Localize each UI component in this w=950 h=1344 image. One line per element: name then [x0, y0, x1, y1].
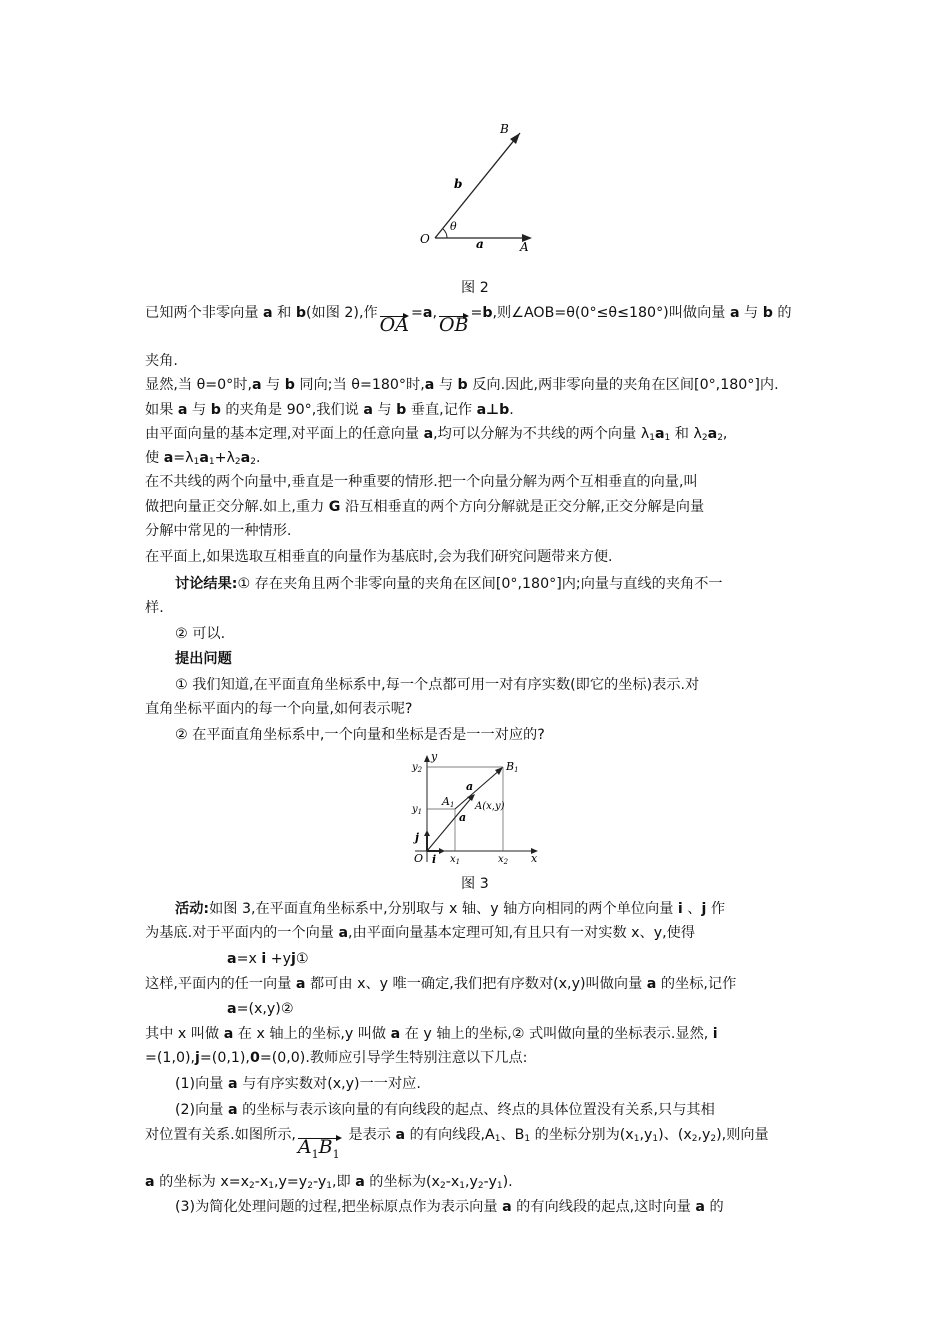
label-y1-sub: 1 [417, 808, 423, 816]
text: (2)向量 [175, 1102, 228, 1118]
subscript: 2 [701, 433, 708, 443]
text: 与 [739, 305, 763, 321]
text: 反向.因此,两非零向量的夹角在区间[0°,180°]内. [467, 377, 779, 393]
subscript: 1 [193, 457, 200, 467]
point-3 [175, 1197, 840, 1217]
text: (如图 2),作 [305, 305, 378, 321]
label-theta: θ [450, 220, 457, 233]
bold-a: a [695, 1199, 705, 1215]
text: ),则向量 [716, 1127, 769, 1143]
bold-i: i [677, 901, 683, 917]
text: 的夹角是 90°,我们说 [220, 402, 364, 418]
bold-b: b [396, 402, 407, 418]
bold-a: a [177, 402, 188, 418]
subscript: 2 [691, 1134, 698, 1144]
label-A: A [520, 240, 529, 254]
label-a-upper: a [466, 780, 474, 793]
bold-a: a [199, 450, 209, 466]
text: 如图 3,在平面直角坐标系中,分别取与 x 轴、y 轴方向相同的两个单位向量 [209, 901, 678, 917]
text: 的有向线段的起点,这时向量 [511, 1199, 696, 1215]
label-y2-sub: 2 [417, 766, 423, 774]
text-line-9: 分解中常见的一种情形. [145, 523, 292, 539]
y-axis-arrowhead [424, 755, 430, 762]
text: 同向;当 θ=180°时, [294, 377, 425, 393]
text: =(0,1), [199, 1050, 250, 1066]
figure-3-caption: 图 3 [461, 876, 489, 892]
text: 都可由 x、y 唯一确定,我们把有序数对(x,y)叫做向量 [305, 976, 647, 992]
text-line-7: 在不共线的两个向量中,垂直是一种重要的情形.把一个向量分解为两个互相垂直的向量,叫 [145, 474, 698, 490]
label-x1-sub: 1 [455, 858, 461, 866]
subscript: 2 [710, 1134, 717, 1144]
point-2-line-2 [145, 1125, 810, 1165]
discussion-result-heading: 讨论结果: [175, 576, 238, 592]
label-B: B [500, 122, 509, 136]
text: ,y [464, 1174, 478, 1190]
text: = [410, 305, 423, 321]
text: = [470, 305, 483, 321]
text: 对位置有关系.如图所示, [145, 1127, 296, 1143]
text: -x [254, 1174, 269, 1190]
text: 使 [145, 450, 164, 466]
text: 做把向量正交分解.如上,重力 [145, 499, 329, 515]
subscript: 1 [524, 1134, 531, 1144]
vector-OA [378, 315, 411, 335]
vector-label: B [318, 1136, 333, 1158]
text: 和 λ [670, 426, 702, 442]
activity-line-5 [145, 1048, 810, 1068]
text: 与 [261, 377, 285, 393]
vector-arrow [380, 313, 409, 319]
subscript: 2 [234, 457, 241, 467]
text: 是表示 [343, 1127, 396, 1143]
bold-a: a [338, 925, 349, 941]
label-y2 [411, 762, 423, 774]
text: 的坐标为(x [364, 1174, 440, 1190]
activity-heading: 活动: [175, 901, 210, 917]
text: 如果 [145, 402, 178, 418]
text: 与 [372, 402, 397, 418]
text-line-12: 样. [145, 600, 164, 616]
subscript: 1 [494, 1134, 501, 1144]
text: -y [312, 1174, 327, 1190]
subscript: 1 [311, 1147, 319, 1161]
text: ,y=y [274, 1174, 308, 1190]
text-line-1 [145, 303, 810, 335]
bold-b: b [762, 305, 773, 321]
activity-line-4 [145, 1024, 810, 1044]
text-line-5 [145, 424, 810, 448]
label-A-xy: A(x,y) [475, 801, 505, 812]
label-B1 [505, 760, 519, 774]
label-x2 [498, 854, 509, 866]
subscript: 2 [717, 433, 723, 443]
figure-2-caption: 图 2 [461, 280, 489, 296]
text: +λ [214, 450, 235, 466]
subscript: 1 [496, 1181, 503, 1191]
bold-a: a [223, 1026, 234, 1042]
label-y-axis: y [431, 750, 438, 763]
bold-a: a [646, 976, 657, 992]
text: , [432, 305, 437, 321]
subscript: 2 [439, 1181, 446, 1191]
label-A1-main: A [442, 795, 450, 808]
text: (1)向量 [175, 1076, 228, 1092]
text: 为基底.对于平面内的一个向量 [145, 925, 339, 941]
bold-j: j [195, 1050, 200, 1066]
bold-a: a [363, 402, 373, 418]
activity-line-2 [145, 923, 810, 943]
label-x2-sub: 2 [503, 858, 509, 866]
text: . [255, 450, 261, 466]
subscript: 1 [459, 1181, 465, 1191]
subscript: 2 [250, 457, 256, 467]
text: -y [483, 1174, 497, 1190]
text-line-15: ① 我们知道,在平面直角坐标系中,每一个点都可用一对有序实数(即它的坐标)表示.对 [175, 677, 700, 693]
text: ). [502, 1174, 513, 1190]
point-2-line-3 [145, 1172, 810, 1196]
point-1 [175, 1074, 840, 1094]
text: 的 [705, 1199, 724, 1215]
subscript: 1 [664, 433, 671, 443]
activity-line-3 [145, 974, 810, 994]
text-line-3 [145, 375, 810, 395]
text: ,y [639, 1127, 653, 1143]
subscript: 1 [633, 1134, 640, 1144]
vector-label: A [297, 1136, 312, 1158]
bold-a: a [390, 1026, 401, 1042]
bold-a: a [424, 377, 435, 393]
vector-A1B1 [296, 1137, 344, 1165]
text: (3)为简化处理问题的过程,把坐标原点作为表示向量 [175, 1199, 503, 1215]
text: 、 [682, 901, 702, 917]
text: =(x,y)② [236, 1001, 294, 1017]
text-line-2: 夹角. [145, 353, 178, 369]
equation-2 [227, 999, 892, 1019]
vector-b-line [435, 133, 520, 238]
text: 的坐标与表示该向量的有向线段的起点、终点的具体位置没有关系,只与其相 [237, 1102, 715, 1118]
bold-G: G [328, 499, 341, 515]
bold-b: b [295, 305, 306, 321]
text: 的 [772, 305, 792, 321]
bold-zero: 0 [249, 1050, 260, 1066]
figure-3-coordinate-diagram [395, 750, 550, 868]
vector-OB [437, 315, 471, 335]
text: 、B [500, 1127, 525, 1143]
label-y1 [411, 804, 422, 816]
label-x2-main: x [498, 854, 504, 865]
equation-1 [227, 949, 892, 969]
label-i: i [432, 853, 437, 866]
text: 显然,当 θ=0°时, [145, 377, 252, 393]
vector-label: OB [438, 314, 469, 336]
bold-a: a [423, 426, 434, 442]
label-x1-main: x [450, 854, 456, 865]
label-B1-main: B [506, 760, 515, 773]
bold-a: a [422, 305, 433, 321]
bold-a: a [227, 1001, 237, 1017]
subscript: 1 [208, 457, 215, 467]
text: 的坐标分别为(x [530, 1127, 634, 1143]
text: =(1,0), [145, 1050, 196, 1066]
vector-arrow [439, 313, 469, 319]
text: 由平面向量的基本定理,对平面上的任意向量 [145, 426, 424, 442]
bold-j: j [701, 901, 707, 917]
bold-a: a [227, 951, 237, 967]
text: =(0,0).教师应引导学生特别注意以下几点: [259, 1050, 528, 1066]
text-line-13: ② 可以. [175, 626, 226, 642]
subscript: 1 [652, 1134, 659, 1144]
unit-vector-j-arrowhead [424, 830, 430, 836]
raise-question-heading: 提出问题 [175, 651, 232, 667]
bold-b: b [284, 377, 295, 393]
activity-line-1 [175, 899, 840, 919]
bold-j: j [291, 951, 296, 967]
bold-a: a [355, 1174, 365, 1190]
point-2 [175, 1100, 840, 1120]
angle-theta-arc [443, 229, 447, 238]
text: 这样,平面内的任一向量 [145, 976, 296, 992]
vector-b-arrowhead [510, 133, 520, 144]
text: 的坐标,记作 [656, 976, 737, 992]
label-A1-sub: 1 [449, 801, 455, 809]
figure-2-angle-diagram [410, 115, 550, 260]
bold-a: a [227, 1076, 238, 1092]
bold-a: a [251, 377, 262, 393]
label-y2-main: y [412, 762, 418, 773]
text: ① 存在夹角且两个非零向量的夹角在区间[0°,180°]内;向量与直线的夹角不一 [237, 576, 723, 592]
label-B1-sub: 1 [514, 766, 519, 774]
text-line-17: ② 在平面直角坐标系中,一个向量和坐标是否是一一对应的? [175, 727, 545, 743]
vector-arrow [298, 1135, 342, 1141]
subscript: 2 [249, 1181, 255, 1191]
bold-b: b [457, 377, 468, 393]
label-a: a [476, 237, 484, 251]
text: 垂直,记作 [406, 402, 477, 418]
unit-vector-i-arrowhead [439, 848, 445, 854]
bold-b: b [482, 305, 493, 321]
text-line-11 [175, 574, 840, 594]
text: 已知两个非零向量 [145, 305, 264, 321]
text-line-16: 直角坐标平面内的每一个向量,如何表示呢? [145, 701, 413, 717]
bold-a: a [502, 1199, 512, 1215]
text: 的有向线段,A [405, 1127, 495, 1143]
text: 的坐标为 x=x [154, 1174, 250, 1190]
text: )、(x [658, 1127, 692, 1143]
text: =λ [173, 450, 194, 466]
subscript: 1 [649, 433, 655, 443]
text: 和 [272, 305, 296, 321]
bold-a: a [654, 426, 665, 442]
bold-a: a [707, 426, 718, 442]
text: 其中 x 叫做 [145, 1026, 224, 1042]
label-A1 [441, 795, 454, 809]
label-x-axis: x [531, 852, 538, 865]
subscript: 2 [477, 1181, 484, 1191]
text-line-4 [145, 400, 810, 420]
text: -x [445, 1174, 460, 1190]
bold-a: a [240, 450, 251, 466]
label-a-lower: a [459, 811, 467, 824]
text: . [509, 402, 514, 418]
text: =x [236, 951, 262, 967]
text: ,由平面向量基本定理可知,有且只有一对实数 x、y,使得 [348, 925, 696, 941]
label-b: b [454, 177, 463, 191]
text: 在 y 轴上的坐标,② 式叫做向量的坐标表示.显然, [400, 1026, 713, 1042]
text: 与有序实数对(x,y)一一对应. [237, 1076, 421, 1092]
bold-a: a [263, 305, 273, 321]
bold-a: a [145, 1174, 155, 1190]
vector-label: OA [379, 314, 409, 336]
bold-a: a [163, 450, 174, 466]
text: +y [266, 951, 292, 967]
text-line-6 [145, 448, 810, 472]
text: 作 [706, 901, 726, 917]
bold-a: a [227, 1102, 238, 1118]
label-O: O [414, 852, 424, 865]
subscript: 1 [332, 1147, 340, 1161]
text: ,均可以分解为不共线的两个向量 λ [433, 426, 650, 442]
text: ① [295, 951, 309, 967]
subscript: 1 [268, 1181, 275, 1191]
text: ,即 [331, 1174, 356, 1190]
bold-a: a [729, 305, 740, 321]
bold-a-perp-b: a⊥b [476, 402, 510, 418]
text: 与 [187, 402, 211, 418]
bold-i: i [712, 1026, 718, 1042]
label-x1 [450, 854, 460, 866]
label-y1-main: y [412, 804, 418, 815]
bold-b: b [210, 402, 221, 418]
text: ,则∠AOB=θ(0°≤θ≤180°)叫做向量 [492, 305, 730, 321]
bold-a: a [295, 976, 306, 992]
subscript: 1 [326, 1181, 332, 1191]
text-line-8 [145, 497, 810, 517]
label-O: O [420, 232, 430, 246]
text: , [722, 426, 728, 442]
text: 沿互相垂直的两个方向分解就是正交分解,正交分解是向量 [340, 499, 705, 515]
text-line-10: 在平面上,如果选取互相垂直的向量作为基底时,会为我们研究问题带来方便. [145, 549, 613, 565]
text: 与 [434, 377, 458, 393]
text: 在 x 轴上的坐标,y 叫做 [233, 1026, 391, 1042]
subscript: 2 [307, 1181, 313, 1191]
bold-a: a [395, 1127, 406, 1143]
text: ,y [697, 1127, 711, 1143]
label-j: j [415, 831, 419, 844]
bold-i: i [261, 951, 267, 967]
